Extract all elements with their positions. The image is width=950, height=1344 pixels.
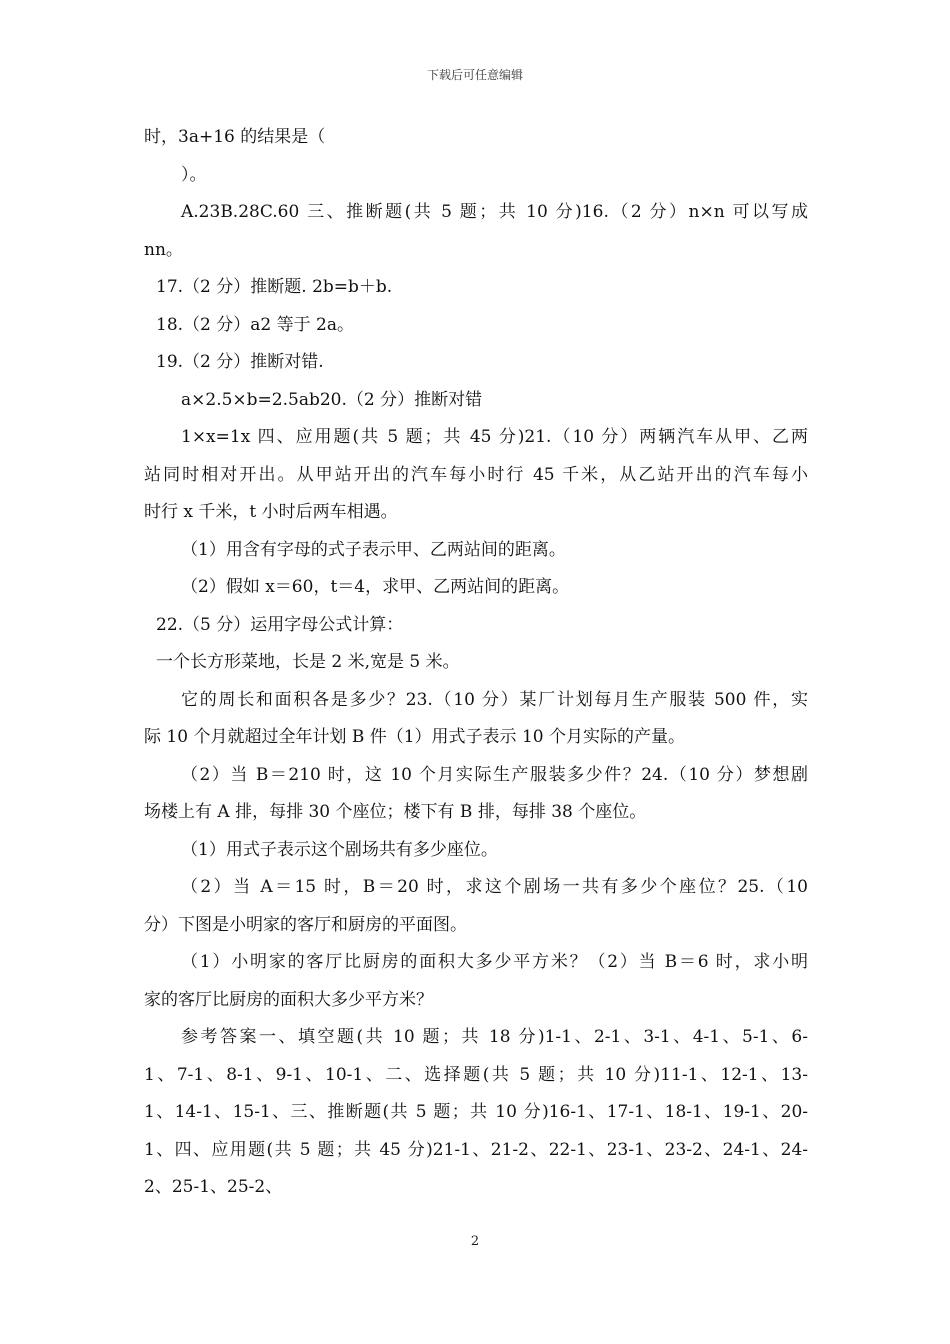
text-line: （1）用式子表示这个剧场共有多少座位。 [181, 839, 498, 860]
text-line: 1、四、应用题(共 5 题；共 45 分)21-1、21-2、22-1、23-1、23-2、24-1、24- [144, 1139, 808, 1160]
text-line: （2）当 B＝210 时，这 10 个月实际生产服装多少件？24.（10 分）梦想剧 [181, 764, 808, 785]
text-line: 时，3a+16 的结果是（ [144, 127, 326, 147]
text-line: 家的客厅比厨房的面积大多少平方米？ [144, 989, 433, 1010]
page-header: 下载后可任意编辑 [426, 68, 523, 82]
text-line: 参考答案一、填空题(共 10 题；共 18 分)1-1、2-1、3-1、4-1、5-1、6- [181, 1027, 808, 1047]
text-line: （2）假如 x＝60，t＝4，求甲、乙两站间的距离。 [181, 577, 570, 597]
text-line: 18.（2 分）a2 等于 2a。 [156, 314, 354, 335]
text-line: 站同时相对开出。从甲站开出的汽车每小时行 45 千米，从乙站开出的汽车每小 [144, 464, 808, 485]
text-line: （1）小明家的客厅比厨房的面积大多少平方米？（2）当 B＝6 时，求小明 [181, 952, 808, 972]
text-line: （1）用含有字母的式子表示甲、乙两站间的距离。 [181, 539, 566, 560]
text-line: 时行 x 千米，t 小时后两车相遇。 [144, 502, 398, 522]
text-line: 22.（5 分）运用字母公式计算： [156, 614, 404, 635]
text-line: （2）当 A＝15 时，B＝20 时，求这个剧场一共有多少个座位？25.（10 [181, 877, 808, 897]
text-line: 分）下图是小明家的客厅和厨房的平面图。 [144, 914, 467, 935]
text-line: 17.（2 分）推断题. 2b=b＋b. [156, 277, 393, 297]
text-line: 1、7-1、8-1、9-1、10-1、二、选择题(共 5 题；共 10 分)11-1、12-1、13- [144, 1064, 808, 1085]
page-number: 2 [470, 1234, 480, 1249]
text-line: nn。 [144, 239, 183, 260]
text-line: a×2.5×b=2.5ab20.（2 分）推断对错 [181, 389, 483, 410]
text-line: ）。 [181, 164, 207, 185]
text-line: 它的周长和面积各是多少？23.（10 分）某厂计划每月生产服装 500 件，实 [181, 689, 808, 710]
text-line: A.23B.28C.60 三、推断题(共 5 题；共 10 分)16.（2 分）n×n 可以写成 [181, 202, 808, 222]
document-body [144, 119, 808, 1207]
text-line: 一个长方形菜地，长是 2 米,宽是 5 米。 [156, 652, 460, 672]
text-line: 19.（2 分）推断对错. [156, 352, 324, 372]
text-line: 际 10 个月就超过全年计划 B 件（1）用式子表示 10 个月实际的产量。 [144, 727, 685, 747]
text-line: 1×x=1x 四、应用题(共 5 题；共 45 分)21.（10 分）两辆汽车从甲、乙两 [181, 427, 808, 447]
text-line: 2、25-1、25-2、 [144, 1177, 283, 1197]
text-line: 1、14-1、15-1、三、推断题(共 5 题；共 10 分)16-1、17-1、18-1、19-1、20- [144, 1102, 808, 1122]
text-line: 场楼上有 A 排，每排 30 个座位；楼下有 B 排，每排 38 个座位。 [144, 802, 647, 822]
